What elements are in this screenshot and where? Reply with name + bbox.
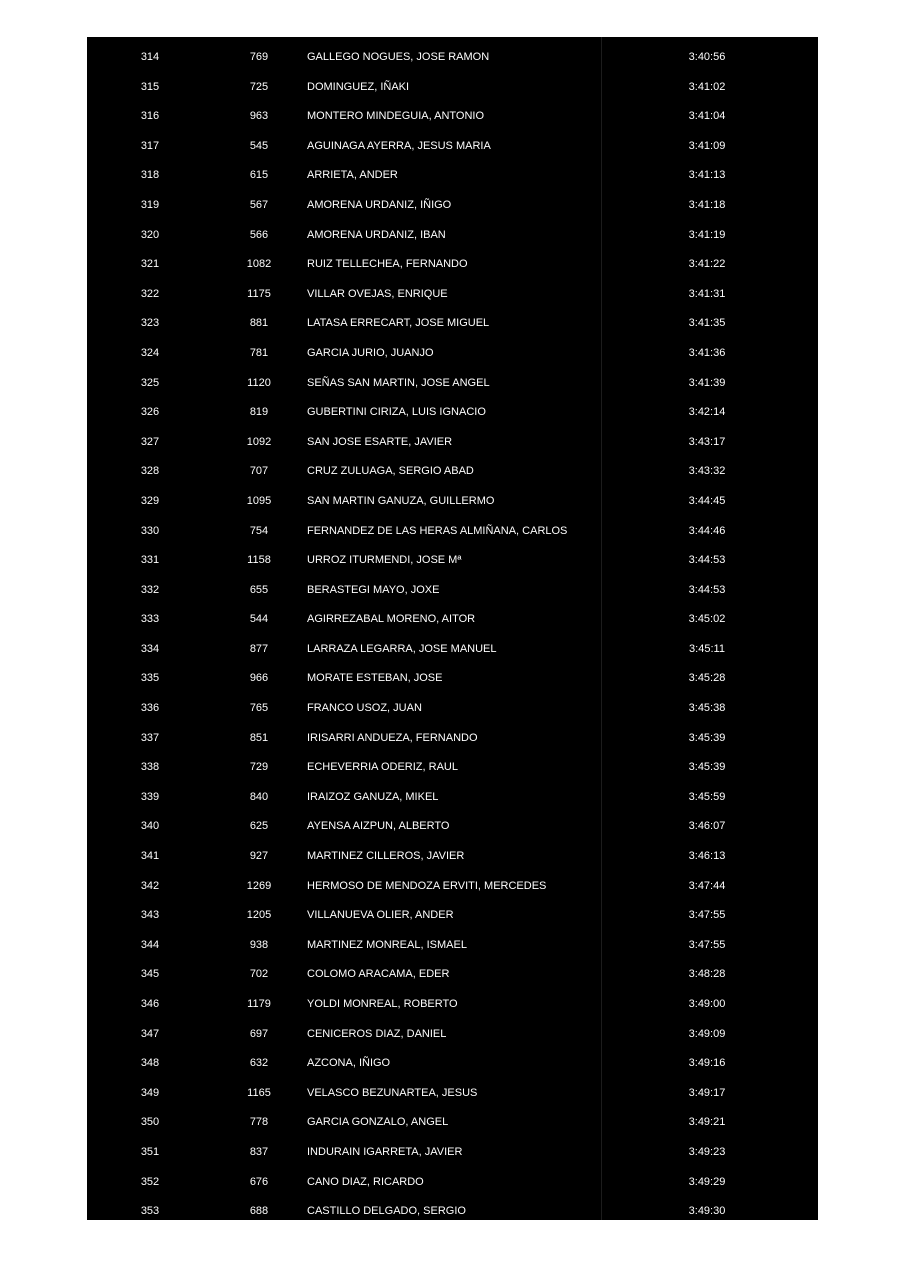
runner-name-cell: SAN JOSE ESARTE, JAVIER	[307, 435, 453, 448]
runner-name-cell: CASTILLO DELGADO, SERGIO	[307, 1205, 466, 1218]
table-row	[87, 990, 818, 1020]
table-row	[87, 1049, 818, 1079]
position-cell: 345	[140, 968, 160, 981]
runner-name-cell: AYENSA AIZPUN, ALBERTO	[307, 820, 450, 833]
bib-cell: 1165	[247, 1086, 271, 1099]
finish-time-cell: 3:46:13	[688, 850, 726, 863]
table-row	[87, 221, 818, 251]
position-cell: 343	[140, 909, 160, 922]
runner-name-cell: RUIZ TELLECHEA, FERNANDO	[307, 258, 468, 271]
bib-cell: 769	[249, 51, 269, 63]
bib-cell: 778	[249, 1116, 269, 1129]
runner-name-cell: VELASCO BEZUNARTEA, JESUS	[307, 1086, 478, 1099]
position-cell: 323	[140, 317, 160, 330]
table-row	[87, 605, 818, 635]
finish-time-cell: 3:47:55	[688, 909, 726, 922]
bib-cell: 676	[249, 1175, 269, 1188]
finish-time-cell: 3:41:19	[688, 228, 726, 241]
runner-name-cell: BERASTEGI MAYO, JOXE	[307, 583, 440, 596]
table-row	[87, 664, 818, 694]
bib-cell: 938	[249, 938, 269, 951]
table-row	[87, 872, 818, 902]
runner-name-cell: FRANCO USOZ, JUAN	[307, 702, 422, 715]
position-cell: 320	[140, 228, 160, 241]
table-row	[87, 635, 818, 665]
position-cell: 351	[140, 1145, 160, 1158]
finish-time-cell: 3:41:13	[688, 169, 726, 182]
runner-name-cell: IRISARRI ANDUEZA, FERNANDO	[307, 731, 478, 744]
runner-name-cell: CANO DIAZ, RICARDO	[307, 1175, 424, 1188]
position-cell: 319	[140, 198, 160, 211]
finish-time-cell: 3:44:53	[688, 554, 726, 567]
bib-cell: 615	[249, 169, 269, 182]
table-row	[87, 724, 818, 754]
finish-time-cell: 3:49:30	[688, 1205, 726, 1218]
position-cell: 326	[140, 406, 160, 419]
table-row	[87, 132, 818, 162]
bib-cell: 566	[249, 228, 269, 241]
bib-cell: 966	[249, 672, 269, 685]
table-row	[87, 428, 818, 458]
bib-cell: 877	[249, 642, 269, 655]
finish-time-cell: 3:45:39	[688, 731, 726, 744]
runner-name-cell: SEÑAS SAN MARTIN, JOSE ANGEL	[307, 376, 490, 389]
table-row	[87, 901, 818, 931]
runner-name-cell: AMORENA URDANIZ, IBAN	[307, 228, 446, 241]
finish-time-cell: 3:41:18	[688, 198, 726, 211]
table-row	[87, 1108, 818, 1138]
runner-name-cell: AZCONA, IÑIGO	[307, 1057, 391, 1070]
runner-name-cell: URROZ ITURMENDI, JOSE Mª	[307, 554, 462, 567]
position-cell: 325	[140, 376, 160, 389]
runner-name-cell: ECHEVERRIA ODERIZ, RAUL	[307, 761, 458, 774]
table-row	[87, 694, 818, 724]
runner-name-cell: CENICEROS DIAZ, DANIEL	[307, 1027, 447, 1040]
finish-time-cell: 3:45:59	[688, 790, 726, 803]
position-cell: 348	[140, 1057, 160, 1070]
bib-cell: 765	[249, 702, 269, 715]
position-cell: 324	[140, 346, 160, 359]
finish-time-cell: 3:41:22	[688, 258, 726, 271]
runner-name-cell: INDURAIN IGARRETA, JAVIER	[307, 1145, 463, 1158]
bib-cell: 1175	[247, 287, 271, 300]
table-row	[87, 309, 818, 339]
finish-time-cell: 3:45:11	[689, 642, 725, 655]
bib-cell: 1179	[247, 998, 271, 1010]
bib-cell: 963	[249, 110, 269, 123]
bib-cell: 725	[249, 80, 269, 93]
finish-time-cell: 3:41:04	[688, 110, 726, 123]
finish-time-cell: 3:45:39	[688, 761, 726, 774]
position-cell: 330	[140, 524, 160, 537]
runner-name-cell: FERNANDEZ DE LAS HERAS ALMIÑANA, CARLOS	[307, 524, 568, 537]
finish-time-cell: 3:43:32	[688, 465, 726, 478]
table-row	[87, 369, 818, 399]
bib-cell: 632	[249, 1057, 269, 1070]
position-cell: 316	[140, 110, 160, 123]
runner-name-cell: AGIRREZABAL MORENO, AITOR	[307, 613, 476, 626]
position-cell: 315	[140, 80, 160, 93]
finish-time-cell: 3:44:46	[688, 524, 726, 537]
table-row	[87, 783, 818, 813]
runner-name-cell: MARTINEZ MONREAL, ISMAEL	[307, 938, 467, 951]
position-cell: 334	[140, 642, 160, 655]
position-cell: 340	[140, 820, 160, 833]
table-row	[87, 517, 818, 547]
runner-name-cell: VILLANUEVA OLIER, ANDER	[307, 909, 454, 922]
runner-name-cell: MORATE ESTEBAN, JOSE	[307, 672, 443, 685]
results-table	[87, 37, 818, 1220]
finish-time-cell: 3:47:44	[688, 879, 726, 892]
runner-name-cell: MONTERO MINDEGUIA, ANTONIO	[307, 110, 485, 123]
finish-time-cell: 3:41:31	[688, 287, 726, 300]
table-row	[87, 457, 818, 487]
position-cell: 331	[140, 554, 160, 567]
position-cell: 347	[140, 1027, 160, 1040]
position-cell: 349	[140, 1086, 160, 1099]
runner-name-cell: CRUZ ZULUAGA, SERGIO ABAD	[307, 465, 474, 478]
position-cell: 329	[140, 494, 160, 507]
finish-time-cell: 3:45:38	[688, 702, 726, 715]
position-cell: 322	[140, 287, 160, 300]
bib-cell: 851	[249, 731, 269, 744]
finish-time-cell: 3:41:09	[688, 139, 726, 152]
bib-cell: 1158	[247, 554, 271, 567]
bib-cell: 819	[249, 406, 269, 419]
finish-time-cell: 3:49:17	[688, 1086, 726, 1099]
finish-time-cell: 3:49:21	[688, 1116, 726, 1129]
bib-cell: 697	[249, 1027, 269, 1040]
results-rows	[87, 43, 818, 1227]
table-row	[87, 546, 818, 576]
table-row	[87, 339, 818, 369]
bib-cell: 1095	[246, 494, 272, 507]
finish-time-cell: 3:44:53	[688, 583, 726, 596]
bib-cell: 1082	[246, 258, 272, 271]
finish-time-cell: 3:49:09	[688, 1027, 726, 1040]
finish-time-cell: 3:49:00	[688, 998, 726, 1010]
position-cell: 336	[140, 702, 160, 715]
position-cell: 333	[140, 613, 160, 626]
finish-time-cell: 3:41:35	[688, 317, 726, 330]
runner-name-cell: DOMINGUEZ, IÑAKI	[307, 80, 410, 93]
bib-cell: 1120	[247, 376, 271, 389]
table-row	[87, 1197, 818, 1227]
table-row	[87, 398, 818, 428]
bib-cell: 567	[249, 198, 269, 211]
runner-name-cell: GUBERTINI CIRIZA, LUIS IGNACIO	[307, 406, 486, 419]
position-cell: 339	[140, 790, 160, 803]
bib-cell: 688	[249, 1205, 269, 1218]
finish-time-cell: 3:41:36	[688, 346, 726, 359]
table-row	[87, 280, 818, 310]
bib-cell: 1205	[246, 909, 272, 922]
bib-cell: 707	[249, 465, 269, 478]
runner-name-cell: GALLEGO NOGUES, JOSE RAMON	[307, 51, 490, 63]
bib-cell: 625	[249, 820, 269, 833]
finish-time-cell: 3:44:45	[688, 494, 726, 507]
position-cell: 327	[140, 435, 160, 448]
bib-cell: 927	[249, 850, 269, 863]
position-cell: 332	[140, 583, 160, 596]
table-row	[87, 1020, 818, 1050]
table-row	[87, 102, 818, 132]
table-row	[87, 487, 818, 517]
bib-cell: 655	[249, 583, 269, 596]
table-row	[87, 812, 818, 842]
position-cell: 335	[140, 672, 160, 685]
bib-cell: 837	[249, 1145, 269, 1158]
finish-time-cell: 3:46:07	[688, 820, 726, 833]
finish-time-cell: 3:41:39	[688, 376, 726, 389]
runner-name-cell: AGUINAGA AYERRA, JESUS MARIA	[307, 139, 491, 152]
finish-time-cell: 3:49:16	[688, 1057, 726, 1070]
table-row	[87, 161, 818, 191]
table-row	[87, 842, 818, 872]
bib-cell: 881	[249, 317, 269, 330]
position-cell: 342	[140, 879, 160, 892]
runner-name-cell: LARRAZA LEGARRA, JOSE MANUEL	[307, 642, 497, 655]
finish-time-cell: 3:48:28	[688, 968, 726, 981]
bib-cell: 781	[249, 346, 269, 359]
bib-cell: 544	[249, 613, 269, 626]
finish-time-cell: 3:41:02	[688, 80, 726, 93]
table-row	[87, 931, 818, 961]
bib-cell: 729	[249, 761, 269, 774]
runner-name-cell: MARTINEZ CILLEROS, JAVIER	[307, 850, 465, 863]
finish-time-cell: 3:45:02	[688, 613, 726, 626]
runner-name-cell: VILLAR OVEJAS, ENRIQUE	[307, 287, 448, 300]
position-cell: 314	[140, 51, 160, 63]
runner-name-cell: AMORENA URDANIZ, IÑIGO	[307, 198, 452, 211]
bib-cell: 545	[249, 139, 269, 152]
runner-name-cell: COLOMO ARACAMA, EDER	[307, 968, 450, 981]
bib-cell: 702	[249, 968, 269, 981]
position-cell: 321	[140, 258, 160, 271]
runner-name-cell: YOLDI MONREAL, ROBERTO	[307, 998, 458, 1010]
runner-name-cell: IRAIZOZ GANUZA, MIKEL	[307, 790, 439, 803]
table-row	[87, 1168, 818, 1198]
finish-time-cell: 3:49:23	[688, 1145, 726, 1158]
position-cell: 328	[140, 465, 160, 478]
finish-time-cell: 3:45:28	[688, 672, 726, 685]
table-row	[87, 1138, 818, 1168]
finish-time-cell: 3:40:56	[688, 51, 726, 63]
bib-cell: 1092	[246, 435, 272, 448]
runner-name-cell: ARRIETA, ANDER	[307, 169, 398, 182]
table-row	[87, 43, 818, 73]
table-row	[87, 73, 818, 103]
runner-name-cell: SAN MARTIN GANUZA, GUILLERMO	[307, 494, 495, 507]
finish-time-cell: 3:49:29	[688, 1175, 726, 1188]
position-cell: 353	[140, 1205, 160, 1218]
position-cell: 337	[140, 731, 160, 744]
position-cell: 318	[140, 169, 160, 182]
position-cell: 338	[140, 761, 160, 774]
position-cell: 341	[140, 850, 160, 863]
runner-name-cell: LATASA ERRECART, JOSE MIGUEL	[307, 317, 490, 330]
position-cell: 317	[140, 139, 160, 152]
table-row	[87, 960, 818, 990]
finish-time-cell: 3:43:17	[688, 435, 726, 448]
finish-time-cell: 3:47:55	[688, 938, 726, 951]
runner-name-cell: GARCIA GONZALO, ANGEL	[307, 1116, 449, 1129]
table-row	[87, 576, 818, 606]
bib-cell: 840	[249, 790, 269, 803]
position-cell: 352	[140, 1175, 160, 1188]
runner-name-cell: GARCIA JURIO, JUANJO	[307, 346, 434, 359]
position-cell: 350	[140, 1116, 160, 1129]
runner-name-cell: HERMOSO DE MENDOZA ERVITI, MERCEDES	[307, 879, 547, 892]
position-cell: 346	[140, 998, 160, 1010]
table-row	[87, 250, 818, 280]
table-row	[87, 1079, 818, 1109]
table-row	[87, 191, 818, 221]
table-row	[87, 753, 818, 783]
position-cell: 344	[140, 938, 160, 951]
finish-time-cell: 3:42:14	[688, 406, 726, 419]
bib-cell: 754	[249, 524, 269, 537]
bib-cell: 1269	[246, 879, 272, 892]
